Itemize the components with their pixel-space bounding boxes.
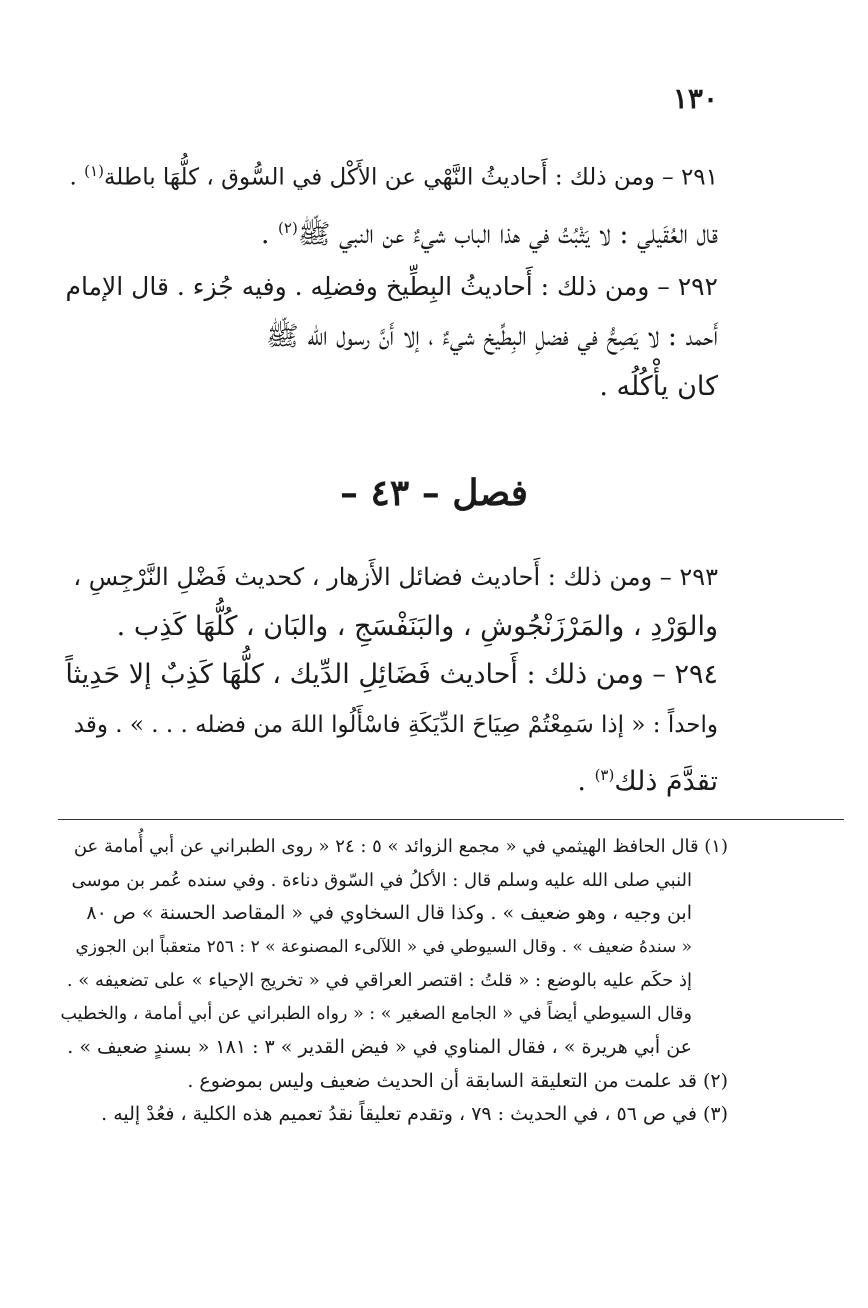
footnote-1-line-6: وقال السيوطي أيضاً في « الجامع الصغير » : « رواه الطبراني عن أبي أمامة ، والخطيب xyxy=(60,1003,692,1024)
section-heading: فصل – ٤٣ – xyxy=(340,472,528,514)
footnote-ref-2: (٢) xyxy=(278,218,298,237)
entry-292-line-3: كان يأْكُلُه . xyxy=(599,371,718,402)
footnote-1-line-1: (١) قال الحافظ الهيثمي في « مجمع الزوائد » ٥ : ٢٤ « روى الطبراني عن أبي أُمامة عن xyxy=(73,836,728,857)
page-number: ١٣٠ xyxy=(672,82,718,115)
footnote-1-line-5: إذ حكَم عليه بالوضع : « قلتُ : اقتصر العراقي في « تخريج الإحياء » على تضعيفه » . xyxy=(66,970,692,991)
entry-291-line-2-end: . xyxy=(260,218,279,250)
entry-294-line-3 xyxy=(62,750,718,807)
entry-292 xyxy=(62,262,718,412)
entry-294-line-1: ٢٩٤ – ومن ذلك : أَحاديث فَضَائِلِ الدِّيك ، كلُّهَا كَذِبٌ إلا حَدِيثاً xyxy=(65,659,718,690)
footnote-divider xyxy=(58,819,844,820)
footnote-2: (٢) قد علمت من التعليقة السابقة أن الحديث ضعيف وليس بموضوع . xyxy=(187,1069,728,1092)
entry-293-line-2: والوَرْدِ ، والمَرْزَنْجُوشِ ، والبَنَفْسَجِ ، والبَان ، كُلُّهَا كَذِب . xyxy=(116,611,718,642)
entry-291-line-1-end: . xyxy=(69,164,85,191)
entry-294-line-2: واحداً : « إذا سَمِعْتُمْ صِيَاحَ الدِّيَكَةِ فاسْأَلُوا اللهَ من فضله . . . » . وقد xyxy=(73,712,718,738)
entry-291 xyxy=(62,146,718,260)
footnote-1-line-3: ابن وجيه ، وهو ضعيف » . وكذا قال السخاوي في « المقاصد الحسنة » ص ٨٠ xyxy=(86,902,692,924)
entry-294-text-3: تقدَّمَ ذلك xyxy=(614,766,718,797)
footnote-1-line-4: « سندهُ ضعيف » . وقال السيوطي في « اللآلىء المصنوعة » ٢ : ٢٥٦ متعقباً ابن الجوزي xyxy=(75,936,692,957)
entry-293 xyxy=(62,552,718,652)
entry-292-line-2: أَحمد : لا يَصِحُّ في فضلِ البِطِّيخ شيءٌ ، إلا أَنَّ رسول الله ﷺ xyxy=(266,321,718,352)
footnotes xyxy=(58,830,728,1132)
entry-291-text-1: ٢٩١ – ومن ذلك : أَحاديثُ النَّهْي عن الأَكْل في السُّوق ، كلُّهَا باطلة xyxy=(103,164,718,191)
entry-294 xyxy=(62,650,718,807)
footnote-1-line-2: النبي صلى الله عليه وسلم قال : الأكلُ في السّوق دناءة . وفي سنده عُمر بن موسى xyxy=(71,869,692,891)
entry-291-text-2: قال العُقَيلي : لا يَثْبُتُ في هذا الباب شيءٌ عن النبي ﷺ xyxy=(297,218,718,250)
entry-291-line-1 xyxy=(62,146,718,203)
entry-294-line-3-end: . xyxy=(577,766,595,797)
entry-293-line-1: ٢٩٣ – ومن ذلك : أَحاديث فضائل الأَزهار ، كحديث فَضْلِ النَّرْجِسِ ، xyxy=(73,563,718,591)
footnote-3: (٣) في ص ٥٦ ، في الحديث : ٧٩ ، وتقدم تعليقاً نقدُ تعميم هذه الكلية ، فعُدْ إليه . xyxy=(101,1103,728,1125)
entry-291-line-2 xyxy=(62,203,718,260)
entry-292-line-1: ٢٩٢ – ومن ذلك : أَحاديثُ البِطِّيخ وفضلِه . وفيه جُزء . قال الإمام xyxy=(65,272,718,301)
footnote-ref-1: (١) xyxy=(84,162,104,180)
footnote-ref-3: (٣) xyxy=(594,766,615,784)
footnote-1-line-7: عن أبي هريرة » ، فقال المناوي في « فيض القدير » ٣ : ١٨١ « بسندٍ ضعيف » . xyxy=(67,1036,692,1058)
